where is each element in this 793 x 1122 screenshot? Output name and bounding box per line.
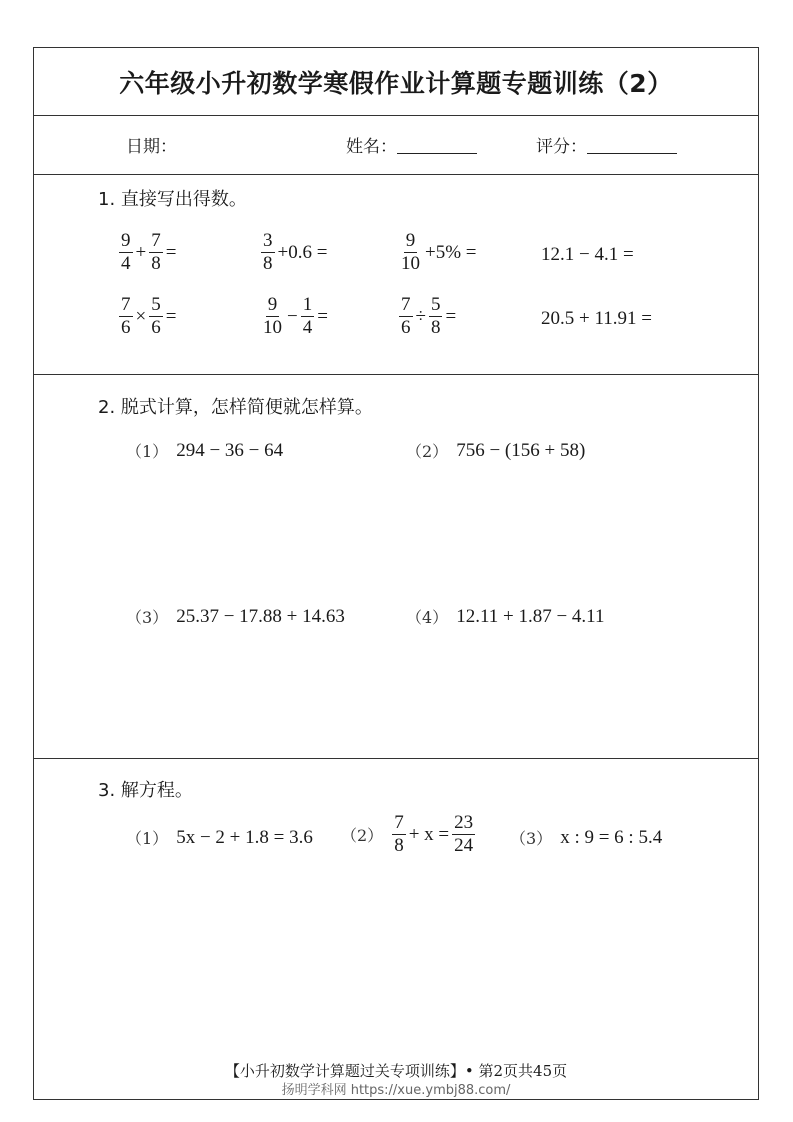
problem-index: （1） [126, 442, 169, 461]
numerator: 1 [302, 294, 313, 315]
expression: +0.6 = [277, 241, 328, 263]
problem-2-3 [126, 605, 345, 628]
numerator: 5 [430, 294, 441, 315]
problem-1-2 [260, 230, 329, 275]
divider [34, 758, 758, 759]
divider [34, 174, 758, 175]
problem-index: （3） [510, 829, 553, 848]
denominator: 8 [263, 253, 273, 274]
problem-index: （2） [341, 826, 384, 845]
date-label: 日期： [126, 137, 177, 157]
problem-index: （3） [126, 608, 169, 627]
expression: +5% = [425, 241, 477, 263]
denominator: 4 [302, 317, 313, 338]
expression: + x = [408, 823, 450, 845]
fraction [392, 812, 406, 857]
problem-1-3 [398, 230, 479, 275]
numerator: 9 [267, 294, 278, 315]
problem-index: （2） [406, 442, 449, 461]
numerator: 9 [121, 230, 131, 251]
problem-1-8 [541, 308, 652, 330]
numerator: 7 [121, 294, 131, 315]
watermark: 扬明学科网 https://xue.ymbj88.com/ [281, 1083, 511, 1098]
numerator: 9 [405, 230, 416, 251]
operator: ÷ [415, 305, 426, 327]
problem-1-7 [398, 294, 458, 339]
fraction [149, 294, 163, 339]
operator: = [317, 305, 328, 327]
numerator: 7 [151, 230, 161, 251]
expression: 20.5 + 11.91 = [541, 308, 652, 329]
worksheet [33, 47, 759, 1100]
denominator: 4 [121, 253, 131, 274]
numerator: 7 [401, 294, 411, 315]
fraction [149, 230, 163, 275]
operator: = [165, 241, 177, 263]
fraction [261, 230, 275, 275]
denominator: 6 [401, 317, 411, 338]
denominator: 8 [394, 835, 404, 856]
score-field[interactable] [536, 132, 677, 157]
fraction [119, 294, 133, 339]
expression: 756 − (156 + 58) [456, 439, 586, 461]
fraction [261, 294, 284, 339]
numerator: 23 [454, 812, 474, 833]
problem-index: （4） [406, 608, 449, 627]
section-2-heading: 2. 脱式计算，怎样简便就怎样算。 [98, 397, 373, 418]
section-3-heading: 3. 解方程。 [98, 780, 193, 801]
page-title: 六年级小升初数学寒假作业计算题专题训练（2） [119, 69, 673, 98]
problem-2-1 [126, 439, 283, 462]
expression: x : 9 = 6 : 5.4 [560, 826, 663, 848]
numerator: 3 [263, 230, 273, 251]
section-1-heading: 1. 直接写出得数。 [98, 189, 247, 210]
operator: = [445, 305, 457, 327]
numerator: 7 [394, 812, 404, 833]
operator: × [135, 305, 147, 327]
operator: − [287, 305, 298, 327]
problem-index: （1） [126, 829, 169, 848]
denominator: 10 [263, 317, 282, 338]
denominator: 24 [454, 835, 474, 856]
problem-1-4 [541, 244, 634, 266]
problem-1-1 [118, 230, 178, 275]
expression: 12.11 + 1.87 − 4.11 [456, 605, 605, 627]
name-label: 姓名： [346, 137, 397, 157]
problem-2-2 [406, 439, 585, 462]
fraction [452, 812, 475, 857]
problem-3-3 [510, 826, 662, 849]
page-footer: 【小升初数学计算题过关专项训练】• 第2页共45页 [224, 1062, 568, 1080]
fraction [119, 230, 133, 275]
fraction [399, 294, 413, 339]
problem-1-6 [260, 294, 330, 339]
denominator: 8 [151, 253, 161, 274]
denominator: 6 [121, 317, 131, 338]
fraction [399, 230, 422, 275]
expression: 25.37 − 17.88 + 14.63 [176, 605, 345, 627]
fraction [301, 294, 315, 339]
score-blank[interactable] [587, 137, 677, 154]
expression: 5x − 2 + 1.8 = 3.6 [176, 826, 313, 848]
score-label: 评分： [536, 137, 587, 157]
name-blank[interactable] [397, 137, 477, 154]
problem-3-1 [126, 826, 313, 849]
divider [34, 374, 758, 375]
denominator: 10 [401, 253, 420, 274]
operator: = [165, 305, 177, 327]
problem-2-4 [406, 605, 604, 628]
name-field[interactable] [346, 132, 477, 157]
expression: 12.1 − 4.1 = [541, 244, 634, 265]
divider [34, 115, 758, 116]
numerator: 5 [151, 294, 161, 315]
denominator: 8 [430, 317, 441, 338]
fraction [429, 294, 443, 339]
expression: 294 − 36 − 64 [176, 439, 284, 461]
problem-3-2 [341, 812, 476, 857]
denominator: 6 [151, 317, 161, 338]
problem-1-5 [118, 294, 178, 339]
operator: + [135, 241, 147, 263]
